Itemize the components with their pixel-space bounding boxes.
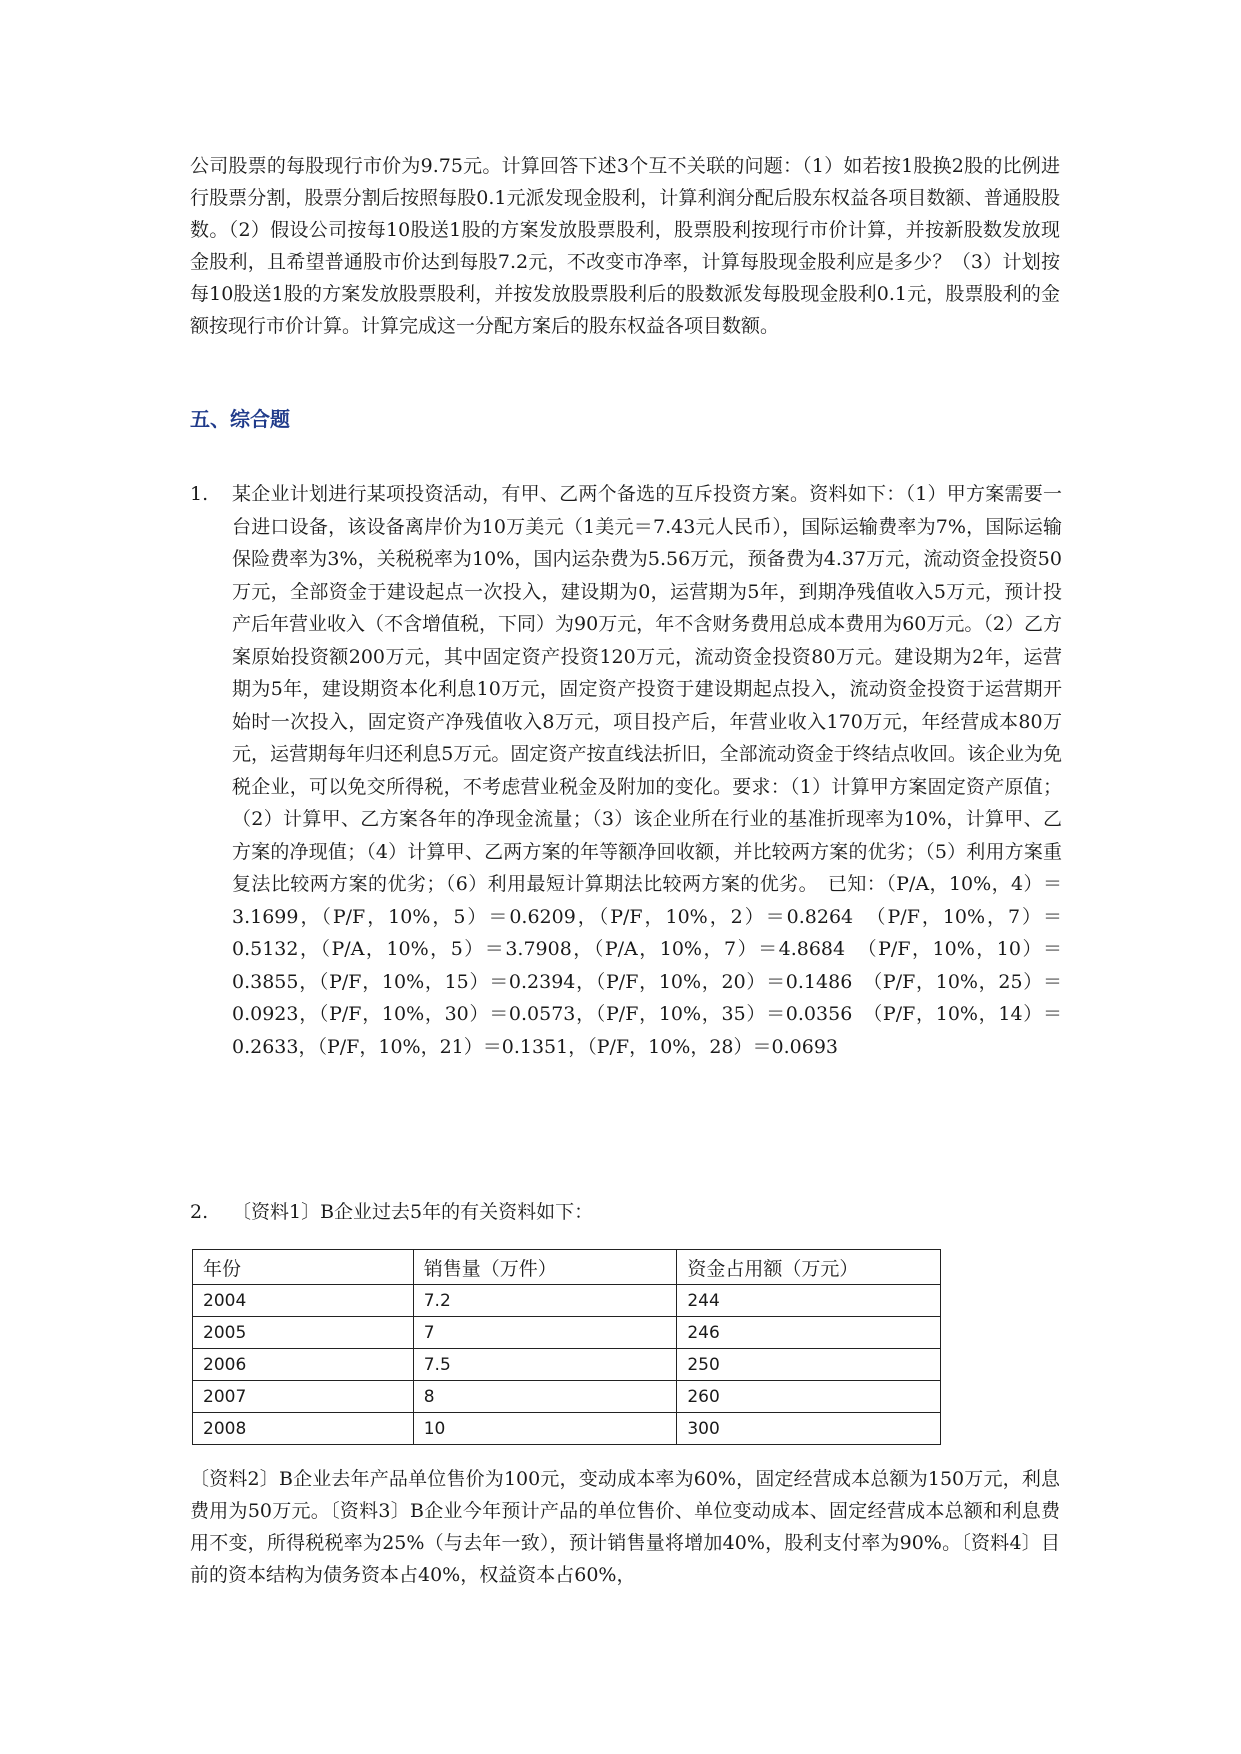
table-cell: 8 <box>413 1381 677 1413</box>
question-2-number: 2. <box>190 1201 209 1223</box>
table-row <box>193 1317 941 1349</box>
table-cell: 250 <box>677 1349 941 1381</box>
table-cell: 7.2 <box>413 1285 677 1317</box>
table-row <box>193 1349 941 1381</box>
table-cell: 300 <box>677 1413 941 1445</box>
data-table <box>192 1249 941 1445</box>
table-header-cell: 资金占用额（万元） <box>677 1250 941 1285</box>
table-row <box>193 1381 941 1413</box>
question-2-continuation: 〔资料2〕B企业去年产品单位售价为100元，变动成本率为60%，固定经营成本总额为150万元，利息费用为50万元。〔资料3〕B企业今年预计产品的单位售价、单位变动成本、固定经营成本总额和利息费用不变，所得税税率为25%（与去年一致），预计销售量将增加40%，股利支付率为90%。〔资料4〕目前的资本结构为债务资本占40%，权益资本占60%， <box>190 1468 1060 1586</box>
table-cell: 2007 <box>193 1381 414 1413</box>
table-cell: 260 <box>677 1381 941 1413</box>
table-cell: 7.5 <box>413 1349 677 1381</box>
question-1-number: 1. <box>190 483 209 505</box>
question-1-text: 某企业计划进行某项投资活动，有甲、乙两个备选的互斥投资方案。资料如下：（1）甲方案需要一台进口设备，该设备离岸价为10万美元（1美元＝7.43元人民币），国际运输费率为7%，国际运输保险费率为3%，关税税率为10%，国内运杂费为5.56万元，预备费为4.37万元，流动资金投资50万元，全部资金于建设起点一次投入，建设期为0，运营期为5年，到期净残值收入5万元，预计投产后年营业收入（不含增值税，下同）为90万元，年不含财务费用总成本费用为60万元。（2）乙方案原始投资额200万元，其中固定资产投资120万元，流动资金投资80万元。建设期为2年，运营期为5年，建设期资本化利息10万元，固定资产投资于建设期起点投入，流动资金投资于运营期开始时一次投入，固定资产净残值收入8万元，项目投产后，年营业收入170万元，年经营成本80万元，运营期每年归还利息5万元。固定资产按直线法折旧，全部流动资金于终结点收回。该企业为免税企业，可以免交所得税，不考虑营业税金及附加的变化。要求：（1）计算甲方案固定资产原值；（2）计算甲、乙方案各年的净现金流量；（3）该企业所在行业的基准折现率为10%，计算甲、乙方案的净现值；（4）计算甲、乙两方案的年等额净回收额，并比较两方案的优劣；（5）利用方案重复法比较两方案的优劣；（6）利用最短计算期法比较两方案的优劣。 已知：（P/A，10%，4）＝3.1699，（P/F，10%，5）＝0.6209，（P/F，10%，2）＝0.8264 （P/F，10%，7）＝0.5132，（P/A，10%，5）＝3.7908，（P/A，10%，7）＝4.8684 （P/F，10%，10）＝0.3855，（P/F，10%，15）＝0.2394，（P/F，10%，20）＝0.1486 （P/F，10%，25）＝0.0923，（P/F，10%，30）＝0.0573，（P/F，10%，35）＝0.0356 （P/F，10%，14）＝0.2633，（P/F，10%，21）＝0.1351，（P/F，10%，28）＝0.0693 <box>232 483 1062 1058</box>
table-row <box>193 1285 941 1317</box>
table-header-cell: 年份 <box>193 1250 414 1285</box>
table-cell: 2006 <box>193 1349 414 1381</box>
table-cell: 246 <box>677 1317 941 1349</box>
section-title: 五、综合题 <box>190 407 290 431</box>
table-header-cell: 销售量（万件） <box>413 1250 677 1285</box>
table-cell: 10 <box>413 1413 677 1445</box>
question-2-heading: 〔资料1〕B企业过去5年的有关资料如下： <box>232 1201 594 1223</box>
intro-paragraph: 公司股票的每股现行市价为9.75元。计算回答下述3个互不关联的问题：（1）如若按1股换2股的比例进行股票分割，股票分割后按照每股0.1元派发现金股利，计算利润分配后股东权益各项目数额、普通股股数。（2）假设公司按每10股送1股的方案发放股票股利，股票股利按现行市价计算，并按新股数发放现金股利，且希望普通股市价达到每股7.2元，不改变市净率，计算每股现金股利应是多少？（3）计划按每10股送1股的方案发放股票股利，并按发放股票股利后的股数派发每股现金股利0.1元，股票股利的金额按现行市价计算。计算完成这一分配方案后的股东权益各项目数额。 <box>190 155 1060 337</box>
table-cell: 7 <box>413 1317 677 1349</box>
table-cell: 2004 <box>193 1285 414 1317</box>
table-header-row <box>193 1250 941 1285</box>
table-cell: 2008 <box>193 1413 414 1445</box>
table-row <box>193 1413 941 1445</box>
table-cell: 244 <box>677 1285 941 1317</box>
table-cell: 2005 <box>193 1317 414 1349</box>
